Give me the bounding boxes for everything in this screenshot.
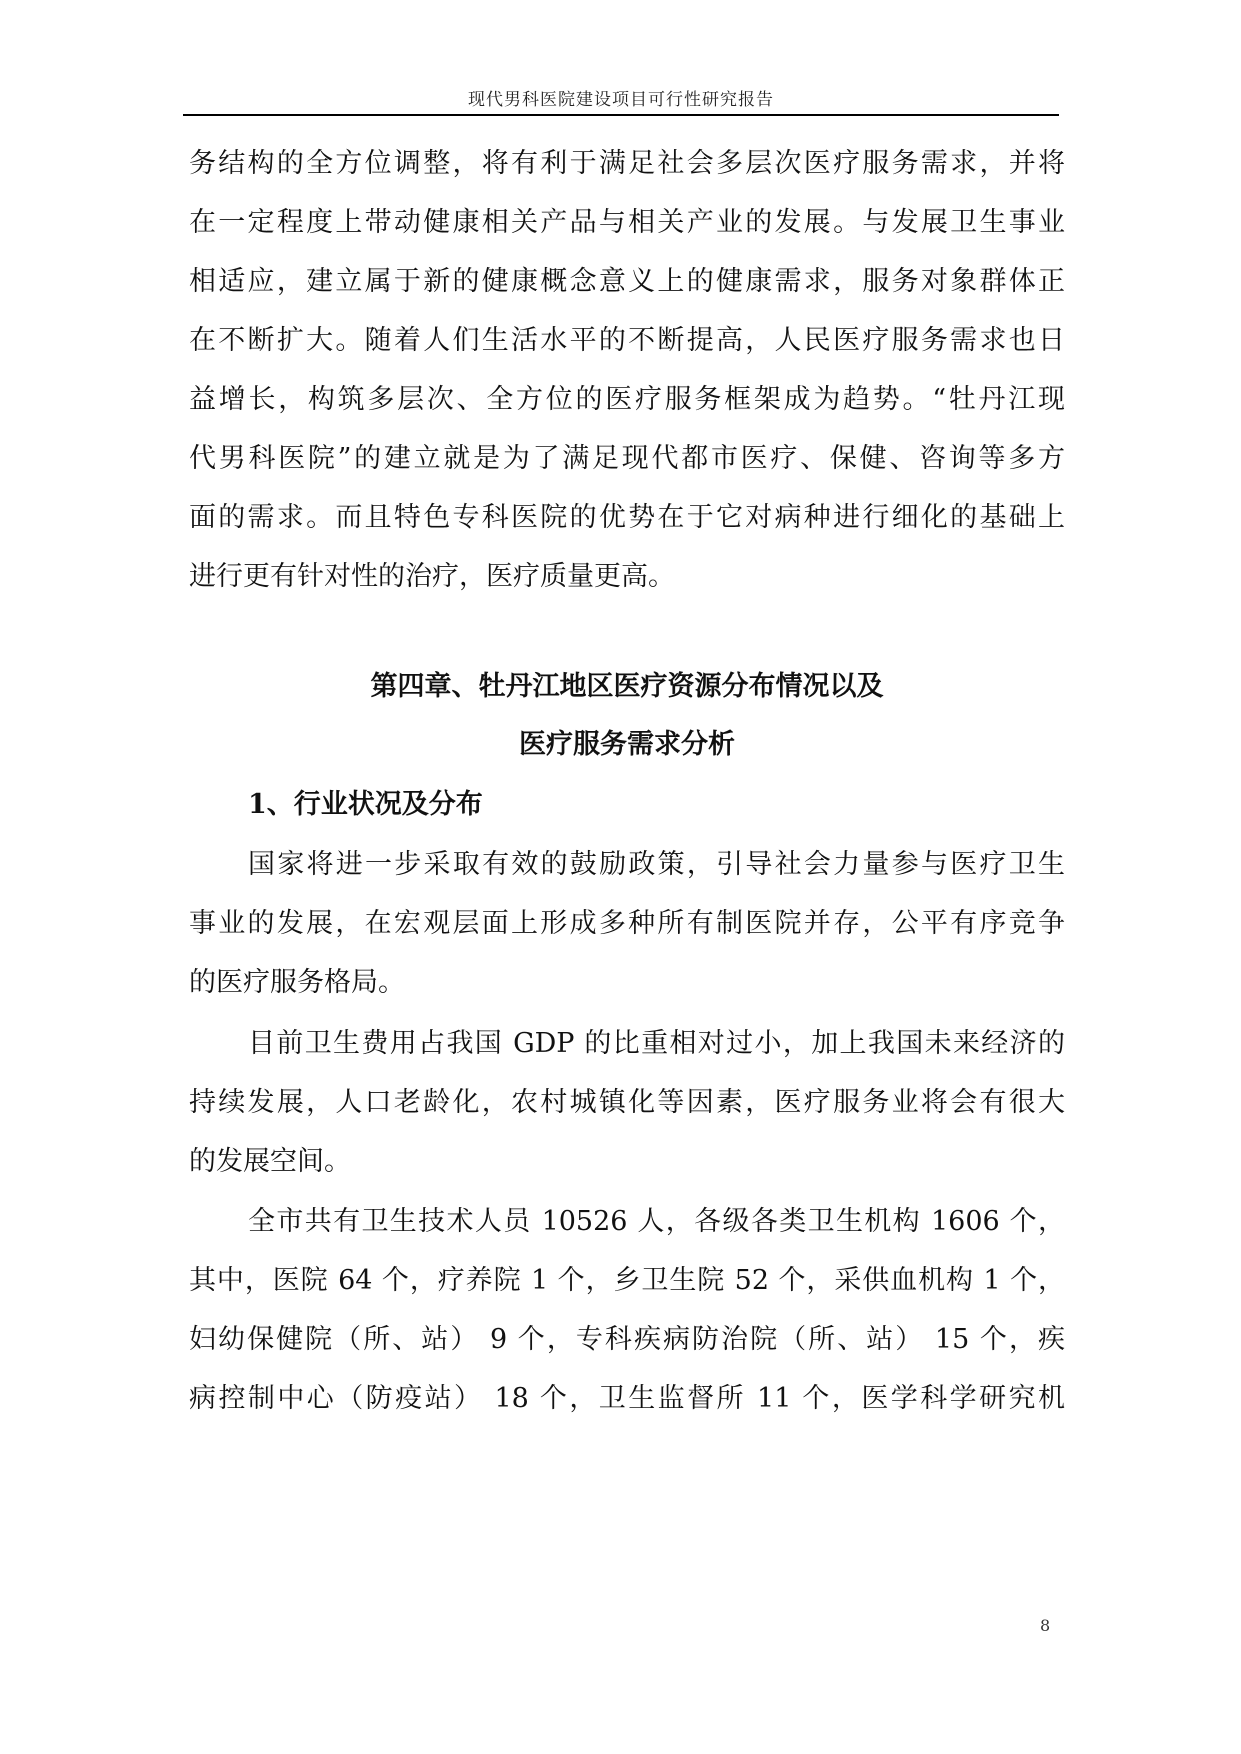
text-line: 代男科医院”的建立就是为了满足现代都市医疗、保健、咨询等多方 (189, 443, 1065, 474)
text-line: 病控制中心（防疫站） 18 个，卫生监督所 11 个，医学科学研究机 (189, 1383, 1065, 1414)
text-line: 事业的发展，在宏观层面上形成多种所有制医院并存，公平有序竞争 (189, 908, 1065, 939)
page-number: 8 (1040, 1616, 1051, 1635)
text-line: 务结构的全方位调整，将有利于满足社会多层次医疗服务需求，并将 (189, 148, 1065, 179)
header-rule (183, 114, 1059, 116)
text-line: 相适应，建立属于新的健康概念意义上的健康需求，服务对象群体正 (189, 266, 1065, 297)
text-line: 目前卫生费用占我国 GDP 的比重相对过小，加上我国未来经济的 (248, 1028, 1065, 1059)
text-line: 面的需求。而且特色专科医院的优势在于它对病种进行细化的基础上 (189, 502, 1065, 533)
chapter-title-line-1: 第四章、牡丹江地区医疗资源分布情况以及 (370, 671, 884, 702)
text-line: 在一定程度上带动健康相关产品与相关产业的发展。与发展卫生事业 (189, 207, 1065, 238)
running-header: 现代男科医院建设项目可行性研究报告 (468, 90, 774, 110)
text-line: 进行更有针对性的治疗，医疗质量更高。 (189, 561, 675, 592)
text-line: 的发展空间。 (189, 1146, 351, 1177)
text-line: 持续发展，人口老龄化，农村城镇化等因素，医疗服务业将会有很大 (189, 1087, 1065, 1118)
text-line: 国家将进一步采取有效的鼓励政策，引导社会力量参与医疗卫生 (248, 849, 1065, 880)
text-line: 全市共有卫生技术人员 10526 人，各级各类卫生机构 1606 个， (248, 1206, 1065, 1237)
text-line: 妇幼保健院（所、站） 9 个，专科疾病防治院（所、站） 15 个，疾 (189, 1324, 1065, 1355)
text-line: 的医疗服务格局。 (189, 967, 405, 998)
text-line: 在不断扩大。随着人们生活水平的不断提高，人民医疗服务需求也日 (189, 325, 1065, 356)
section-heading: 1、行业状况及分布 (248, 789, 483, 820)
text-line: 其中，医院 64 个，疗养院 1 个，乡卫生院 52 个，采供血机构 1 个， (189, 1265, 1065, 1296)
chapter-title-line-2: 医疗服务需求分析 (519, 729, 735, 760)
text-line: 益增长，构筑多层次、全方位的医疗服务框架成为趋势。“牡丹江现 (189, 384, 1065, 415)
